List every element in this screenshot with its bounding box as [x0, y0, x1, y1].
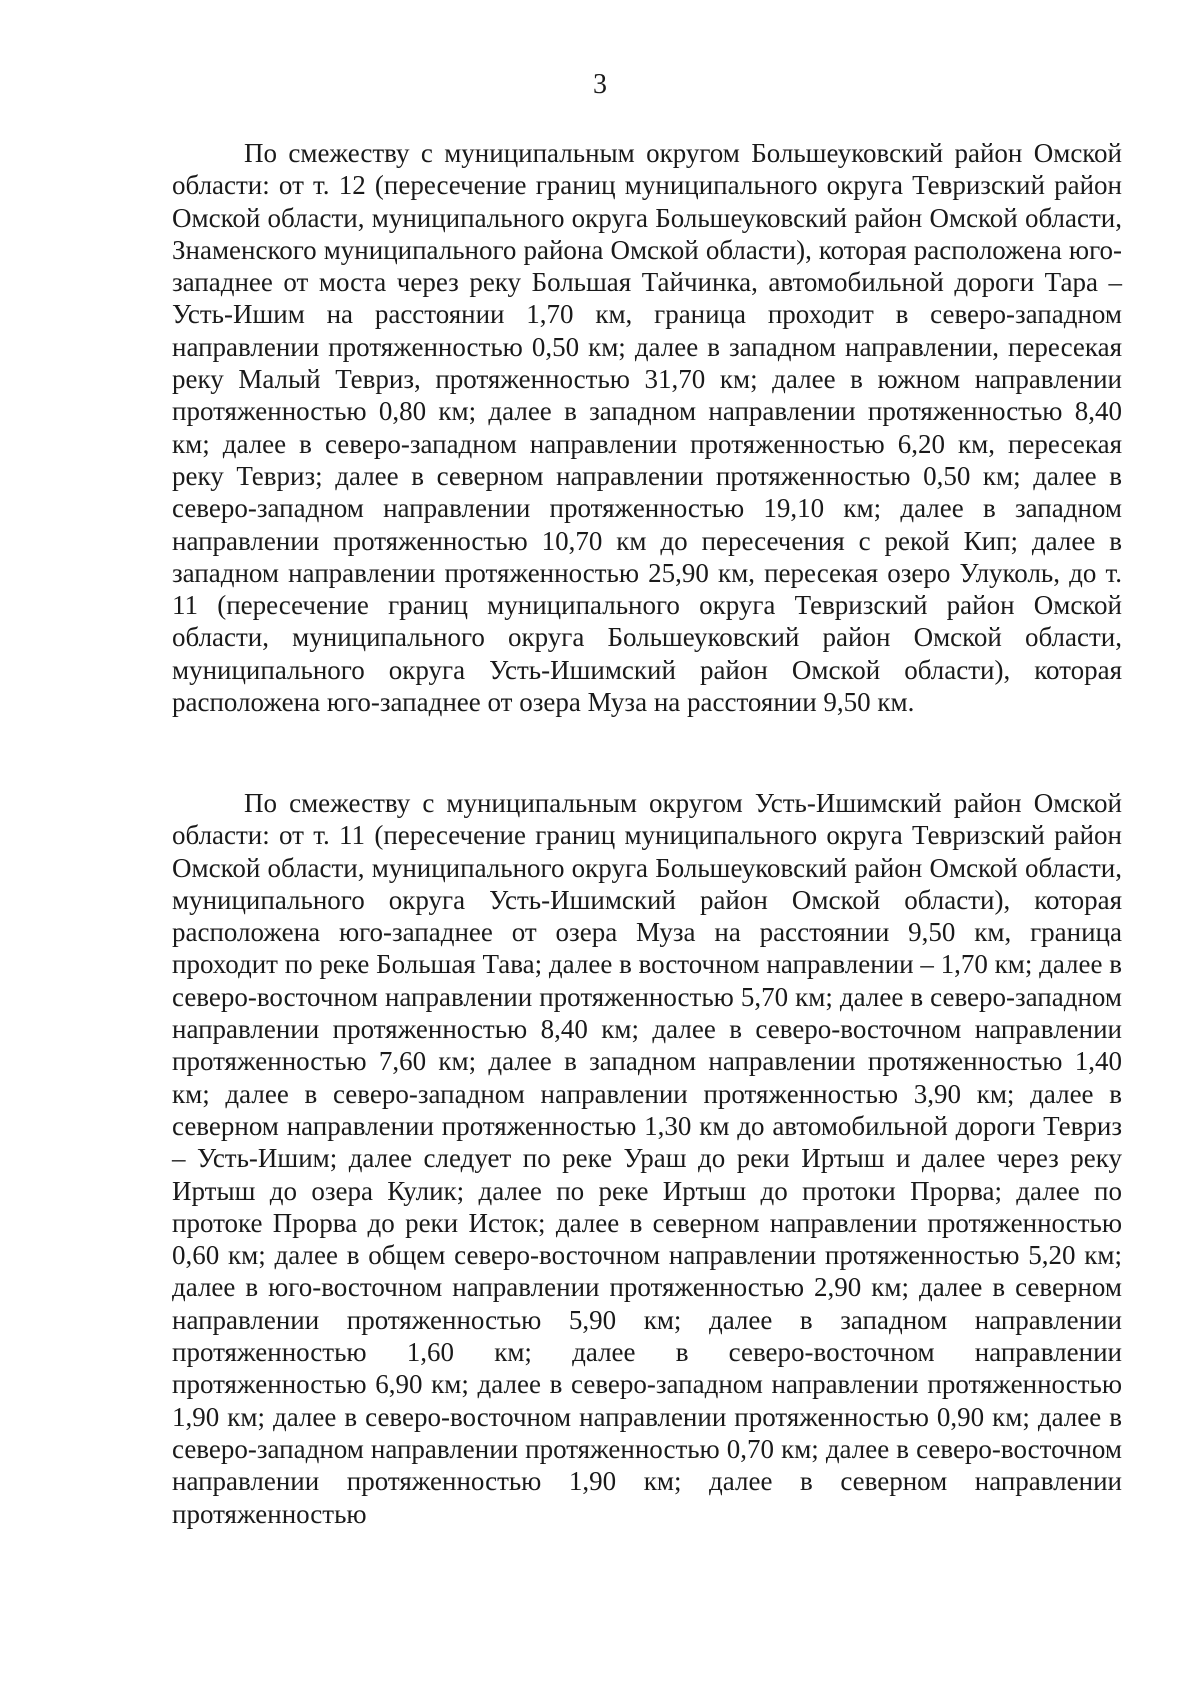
paragraph-ust-ishimsky-border: По смежеству с муниципальным округом Усть-Ишимский район Омской области: от т. 11 (пересечение границ муниципального округа Тевризский район Омской области, муниципального округа Большеуковский район Омской области, муниципального округа Усть-Ишимский район Омской области), которая расположена юго-западнее от озера Муза на расстоянии 9,50 км, граница проходит по реке Большая Тава; далее в восточном направлении – 1,70 км; далее в северо-восточном направлении протяженностью 5,70 км; далее в северо-западном направлении протяженностью 8,40 км; далее в северо-восточном направлении протяженностью 7,60 км; далее в западном направлении протяженностью 1,40 км; далее в северо-западном направлении протяженностью 3,90 км; далее в северном направлении протяженностью 1,30 км до автомобильной дороги Тевриз – Усть-Ишим; далее следует по реке Ураш до реки Иртыш и далее через реку Иртыш до озера Кулик; далее по реке Иртыш до протоки Прорва; далее по протоке Прорва до реки Исток; далее в северном направлении протяженностью 0,60 км; далее в общем северо-восточном направлении протяженностью 5,20 км; далее в юго-восточном направлении протяженностью 2,90 км; далее в северном направлении протяженностью 5,90 км; далее в западном направлении протяженностью 1,60 км; далее в северо-восточном направлении протяженностью 6,90 км; далее в северо-западном направлении протяженностью 1,90 км; далее в северо-восточном направлении протяженностью 0,90 км; далее в северо-западном направлении протяженностью 0,70 км; далее в северо-восточном направлении протяженностью 1,90 км; далее в северном направлении протяженностью: [172, 788, 1122, 1529]
paragraph-bolsheukovsky-border: По смежеству с муниципальным округом Большеуковский район Омской области: от т. 12 (пересечение границ муниципального округа Тевризский район Омской области, муниципального округа Большеуковский район Омской области, Знаменского муниципального района Омской области), которая расположена юго-западнее от моста через реку Большая Тайчинка, автомобильной дороги Тара – Усть-Ишим на расстоянии 1,70 км, граница проходит в северо-западном направлении протяженностью 0,50 км; далее в западном направлении, пересекая реку Малый Тевриз, протяженностью 31,70 км; далее в южном направлении протяженностью 0,80 км; далее в западном направлении протяженностью 8,40 км; далее в северо-западном направлении протяженностью 6,20 км, пересекая реку Тевриз; далее в северном направлении протяженностью 0,50 км; далее в северо-западном направлении протяженностью 19,10 км; далее в западном направлении протяженностью 10,70 км до пересечения с рекой Кип; далее в западном направлении протяженностью 25,90 км, пересекая озеро Улуколь, до т. 11 (пересечение границ муниципального округа Тевризский район Омской области, муниципального округа Большеуковский район Омской области, муниципального округа Усть-Ишимский район Омской области), которая расположена юго-западнее от озера Муза на расстоянии 9,50 км.: [172, 138, 1122, 718]
page-number: 3: [593, 69, 607, 100]
